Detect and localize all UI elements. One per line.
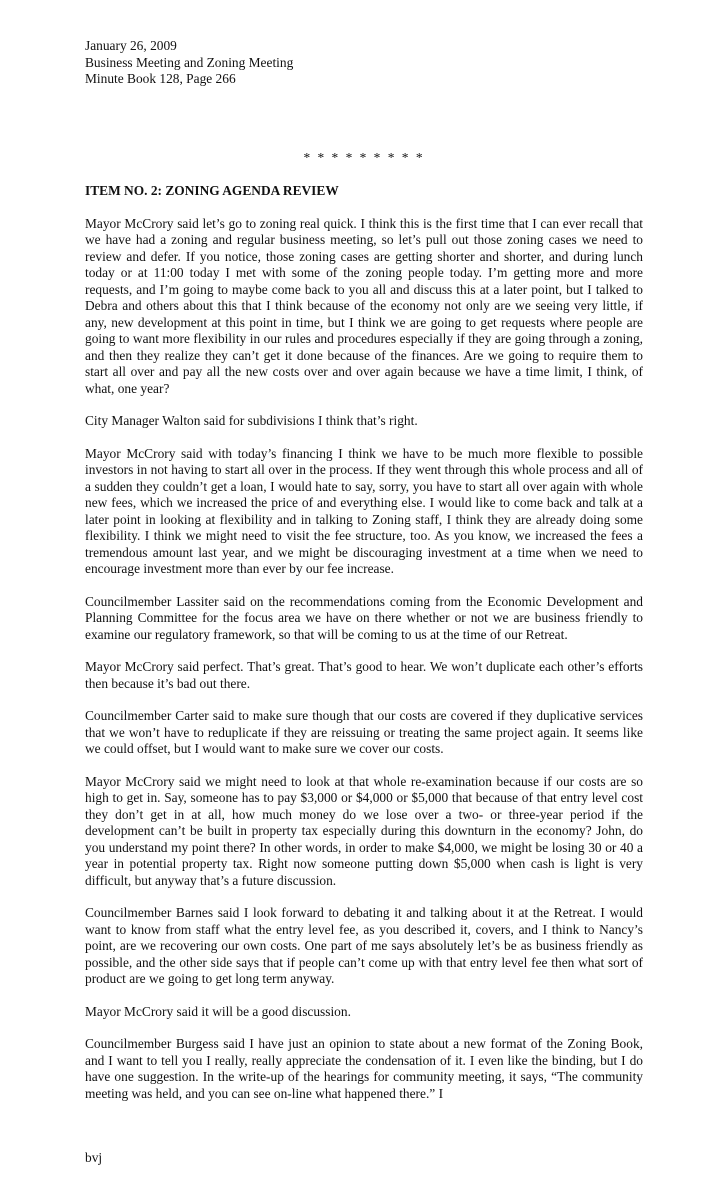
paragraph-mayor-mccrory-3: Mayor McCrory said perfect. That’s great. That’s good to hear. We won’t duplicate each other’s efforts then because it’s bad out there.: [85, 659, 643, 691]
meeting-date: January 26, 2009: [85, 38, 177, 53]
paragraph-city-manager-walton: City Manager Walton said for subdivisions I think that’s right.: [85, 413, 418, 428]
paragraph-mayor-mccrory-1: Mayor McCrory said let’s go to zoning real quick. I think this is the first time that I can ever recall that we have had a zoning and regular business meeting, so let’s pull out those zoning cases we need to review and defer. If you notice, those zoning cases are getting shorter and shorter, and during lunch today or at 11:00 today I met with some of the zoning people today. I’m getting more and more requests, and I’m going to maybe come back to you all and discuss this at a later point, but I talked to Debra and others about this that I think because of the economy not only are we seeing very little, if any, new development at this point in time, but I think we are going to get requests where people are going to want more flexibility in our rules and procedures especially if they are going through a zoning, and then they realize they can’t get it done because of the finances. Are we going to require them to start all over and pay all the new costs over and over again because we have a time limit, I think, of what, one year?: [85, 215, 643, 396]
paragraph-councilmember-burgess: Councilmember Burgess said I have just an opinion to state about a new format of the Zoning Book, and I want to tell you I really, really appreciate the condensation of it. I even like the binding, but I do have one suggestion. In the write-up of the hearings for community meeting, it says, “The community meeting was held, and you can see on-line what happened there.” I: [85, 1036, 643, 1101]
meeting-type: Business Meeting and Zoning Meeting: [85, 54, 294, 70]
paragraph-councilmember-lassiter: Councilmember Lassiter said on the recommendations coming from the Economic Development and Planning Committee for the focus area we have on there whether or not we are business friendly to examine our regulatory framework, so that will be coming to us at the time of our Retreat.: [85, 593, 643, 642]
paragraph-mayor-mccrory-5: Mayor McCrory said it will be a good discussion.: [85, 1003, 351, 1019]
paragraph-councilmember-barnes: Councilmember Barnes said I look forward to debating it and talking about it at the Retreat. I would want to know from staff what the entry level fee, as you described it, covers, and I think to Nancy’s point, are we recovering our own costs. One part of me says absolutely let’s be as business friendly as possible, and the other side says that if people can’t come up with that entry level fee then what sort of product are we going to get long term anyway.: [85, 905, 643, 986]
paragraph-mayor-mccrory-2: Mayor McCrory said with today’s financing I think we have to be much more flexible to possible investors in not having to start all over in the process. If they went through this whole process and all of a sudden they couldn’t get a loan, I would hate to say, sorry, you have to start all over again with whole new fees, which we increased the price of and everything else. I would like to come back and talk at a later point in looking at flexibility and in talking to Zoning staff, I think they are already doing some flexibility. I think we might need to visit the fee structure, too. As you know, we increased the fees a tremendous amount last year, and we might be discouraging investment at a time when we need to encourage investment more than ever by our fee increase.: [85, 445, 643, 576]
minute-book-reference: Minute Book 128, Page 266: [85, 71, 236, 86]
document-page: [85, 38, 643, 1102]
section-title: ITEM NO. 2: ZONING AGENDA REVIEW: [85, 182, 339, 198]
paragraph-mayor-mccrory-4: Mayor McCrory said we might need to look at that whole re-examination because if our costs are so high to get in. Say, someone has to pay $3,000 or $4,000 or $5,000 that because of that entry level cost they don’t get in at all, how much money do we lose over a two- or three-year period if the development can’t be built in property tax especially during this downturn in the economy? John, do you understand my point there? In other words, in order to make $4,000, we might be losing 30 or 40 a year in potential property tax. Right now someone putting down $5,000 when cash is light is very difficult, but anyway that’s a future discussion.: [85, 773, 643, 888]
footer-initials: bvj: [85, 1150, 103, 1165]
paragraph-councilmember-carter: Councilmember Carter said to make sure though that our costs are covered if they duplicative services that we won’t have to reduplicate if they are reissuing or treating the same project again. It seems like we could offset, but I would want to make sure we cover our costs.: [85, 708, 643, 756]
section-separator: * * * * * * * * *: [303, 149, 425, 165]
